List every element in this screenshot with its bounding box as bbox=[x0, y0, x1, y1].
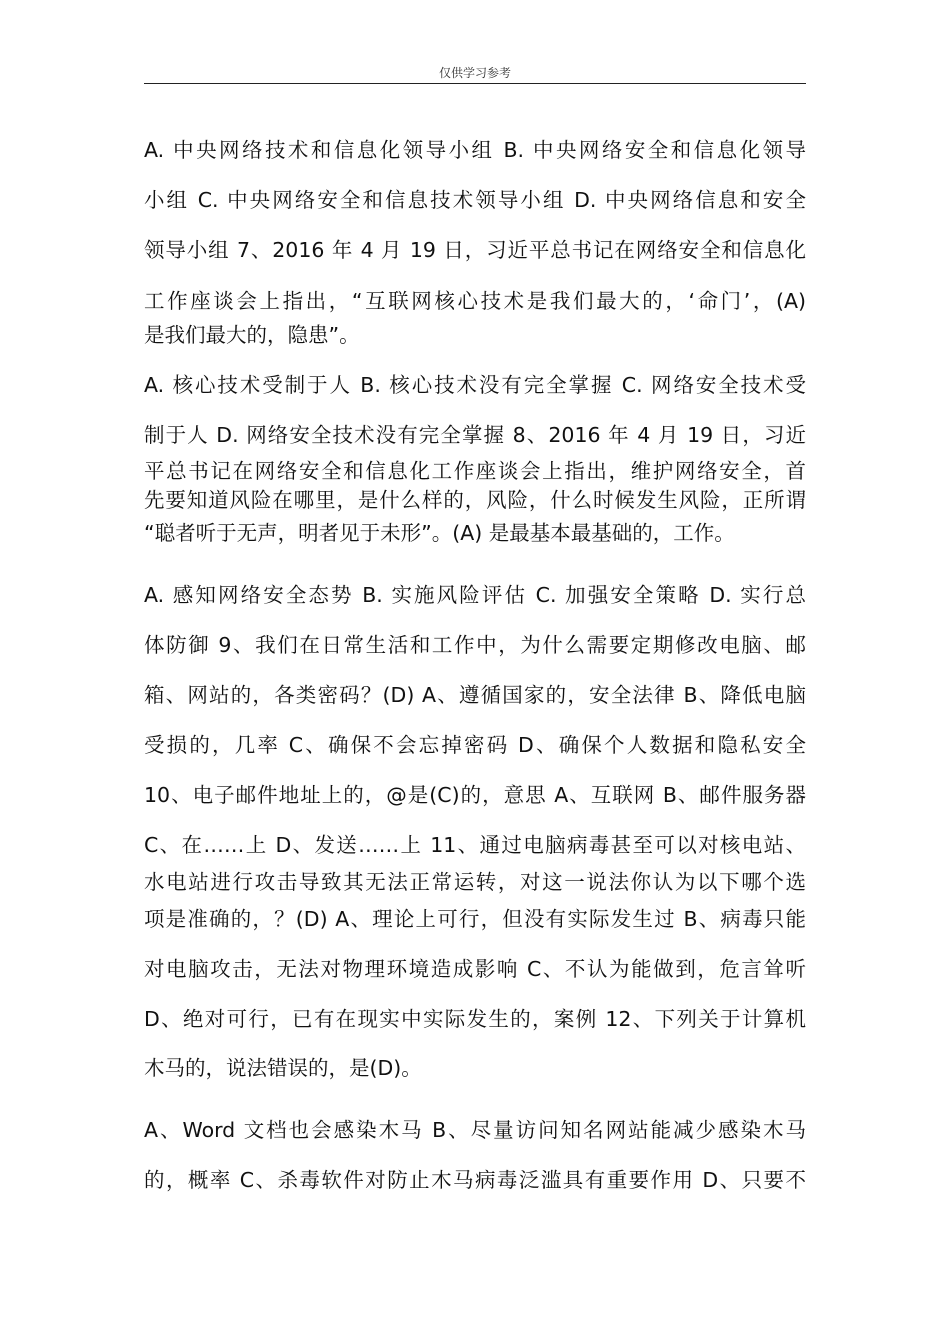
text-line: A、Word 文档也会感染木马 B、尽量访问知名网站能减少感染木马 bbox=[144, 1118, 806, 1142]
page-header: 仅供学习参考 bbox=[438, 66, 511, 80]
text-line: A. 感知网络安全态势 B. 实施风险评估 C. 加强安全策略 D. 实行总 bbox=[144, 583, 806, 607]
text-line: “聪者听于无声，明者见于未形”。(A) 是最基本最基础的，工作。 bbox=[144, 521, 735, 545]
text-line: 工作座谈会上指出，“互联网核心技术是我们最大的，‘命门’，(A) bbox=[144, 289, 806, 313]
text-line: 对电脑攻击，无法对物理环境造成影响 C、不认为能做到，危言耸听 bbox=[144, 957, 806, 981]
text-line: D、绝对可行，已有在现实中实际发生的，案例 12、下列关于计算机 bbox=[144, 1007, 806, 1031]
text-line: 小组 C. 中央网络安全和信息技术领导小组 D. 中央网络信息和安全 bbox=[144, 188, 806, 212]
text-line: 木马的，说法错误的，是(D)。 bbox=[144, 1056, 422, 1080]
text-line: 的，概率 C、杀毒软件对防止木马病毒泛滥具有重要作用 D、只要不 bbox=[144, 1168, 806, 1192]
text-line: 水电站进行攻击导致其无法正常运转，对这一说法你认为以下哪个选 bbox=[144, 870, 806, 894]
text-line: A. 核心技术受制于人 B. 核心技术没有完全掌握 C. 网络安全技术受 bbox=[144, 373, 806, 397]
text-line: 先要知道风险在哪里，是什么样的，风险，什么时候发生风险，正所谓 bbox=[144, 488, 806, 512]
text-line: 项是准确的，？(D) A、理论上可行，但没有实际发生过 B、病毒只能 bbox=[144, 907, 806, 931]
text-line: 领导小组 7、2016 年 4 月 19 日，习近平总书记在网络安全和信息化 bbox=[144, 238, 806, 262]
header-divider bbox=[144, 83, 806, 84]
text-line: 体防御 9、我们在日常生活和工作中，为什么需要定期修改电脑、邮 bbox=[144, 633, 806, 657]
text-line: 10、电子邮件地址上的，@是(C)的，意思 A、互联网 B、邮件服务器 bbox=[144, 783, 806, 807]
text-line: C、在……上 D、发送……上 11、通过电脑病毒甚至可以对核电站、 bbox=[144, 833, 806, 857]
text-line: 制于人 D. 网络安全技术没有完全掌握 8、2016 年 4 月 19 日，习近 bbox=[144, 423, 806, 447]
text-line: 受损的，几率 C、确保不会忘掉密码 D、确保个人数据和隐私安全 bbox=[144, 733, 806, 757]
text-line: 是我们最大的，隐患”。 bbox=[144, 323, 360, 347]
text-line: 平总书记在网络安全和信息化工作座谈会上指出，维护网络安全，首 bbox=[144, 459, 806, 483]
text-line: 箱、网站的，各类密码？(D) A、遵循国家的，安全法律 B、降低电脑 bbox=[144, 683, 806, 707]
text-line: A. 中央网络技术和信息化领导小组 B. 中央网络安全和信息化领导 bbox=[144, 138, 806, 162]
